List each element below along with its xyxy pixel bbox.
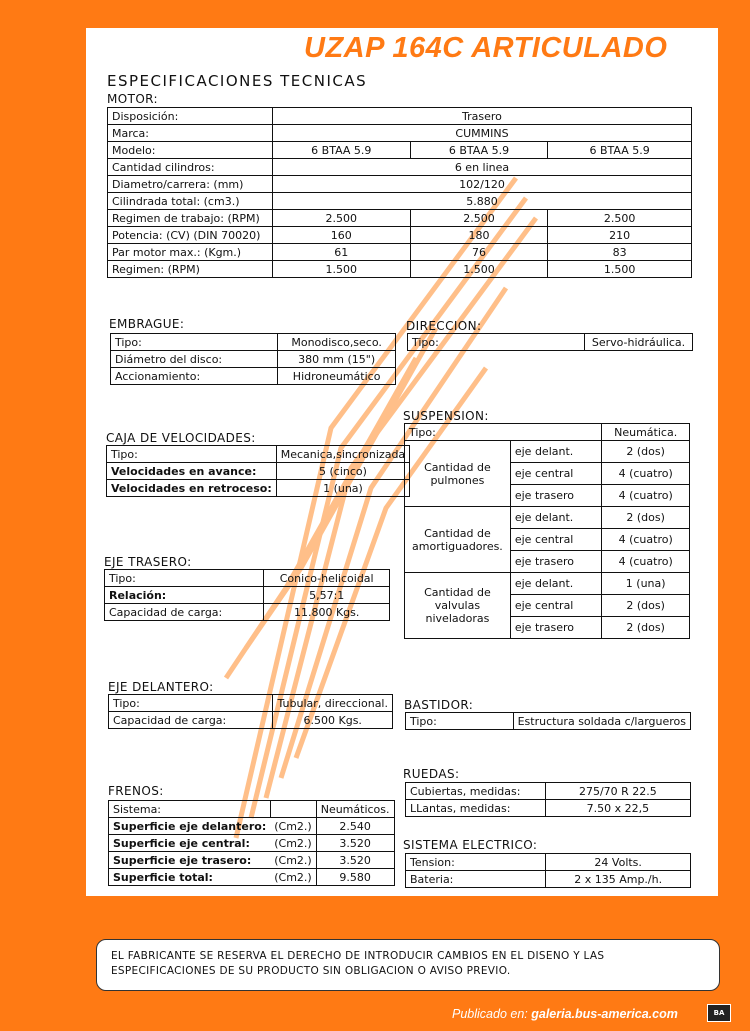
table-row xyxy=(406,854,691,871)
table-row xyxy=(405,573,690,595)
table-row xyxy=(108,261,692,278)
row-value: 83 xyxy=(548,244,692,261)
row-value: 2 (dos) xyxy=(602,595,690,617)
row-label: Tipo: xyxy=(111,334,278,351)
table-row xyxy=(111,334,396,351)
main-heading: ESPECIFICACIONES TECNICAS xyxy=(107,72,368,90)
row-value: 102/120 xyxy=(272,176,691,193)
table-row xyxy=(109,835,395,852)
row-value: Neumática. xyxy=(602,424,690,441)
row-label: Cubiertas, medidas: xyxy=(406,783,546,800)
row-label: Diámetro del disco: xyxy=(111,351,278,368)
row-value: CUMMINS xyxy=(272,125,691,142)
row-value: 2.500 xyxy=(410,210,548,227)
table-row xyxy=(105,587,390,604)
eje-delantero-table xyxy=(108,694,393,729)
row-value: 1.500 xyxy=(548,261,692,278)
row-label: Regimen: (RPM) xyxy=(108,261,273,278)
row-value: Tubular, direccional. xyxy=(273,695,393,712)
table-row xyxy=(108,244,692,261)
row-label: Tipo: xyxy=(406,713,514,730)
row-value: 160 xyxy=(272,227,410,244)
row-value: 2.540 xyxy=(316,818,394,835)
sistema-electrico-heading: SISTEMA ELECTRICO: xyxy=(403,838,538,852)
row-unit: (Cm2.) xyxy=(270,818,316,835)
row-label: Diametro/carrera: (mm) xyxy=(108,176,273,193)
table-row xyxy=(109,695,393,712)
axle-label: eje trasero xyxy=(510,551,601,573)
row-label: Regimen de trabajo: (RPM) xyxy=(108,210,273,227)
table-row xyxy=(108,176,692,193)
row-value: 4 (cuatro) xyxy=(602,551,690,573)
row-label: Capacidad de carga: xyxy=(105,604,264,621)
row-value: 1 (una) xyxy=(602,573,690,595)
suspension-heading: SUSPENSION: xyxy=(403,409,489,423)
table-row xyxy=(109,818,395,835)
table-row xyxy=(406,871,691,888)
table-row xyxy=(109,852,395,869)
table-row xyxy=(108,125,692,142)
motor-table xyxy=(107,107,692,278)
row-label: Tension: xyxy=(406,854,546,871)
row-label: LLantas, medidas: xyxy=(406,800,546,817)
row-value: 24 Volts. xyxy=(546,854,691,871)
motor-heading: MOTOR: xyxy=(107,92,158,106)
table-row xyxy=(406,713,691,730)
row-label: Superficie eje central: xyxy=(109,835,271,852)
table-row xyxy=(108,227,692,244)
row-value: 2 (dos) xyxy=(602,507,690,529)
row-label: Tipo: xyxy=(405,424,602,441)
axle-label: eje trasero xyxy=(510,485,601,507)
row-label: Capacidad de carga: xyxy=(109,712,273,729)
table-row xyxy=(108,108,692,125)
row-label: Par motor max.: (Kgm.) xyxy=(108,244,273,261)
row-label: Modelo: xyxy=(108,142,273,159)
table-row xyxy=(107,463,410,480)
row-value: Servo-hidráulica. xyxy=(585,334,693,351)
row-value: 6 BTAA 5.9 xyxy=(272,142,410,159)
row-label: Tipo: xyxy=(105,570,264,587)
table-row xyxy=(109,869,395,886)
axle-label: eje delant. xyxy=(510,573,601,595)
row-label: Superficie eje delantero: xyxy=(109,818,271,835)
row-value: 3.520 xyxy=(316,852,394,869)
row-label: Tipo: xyxy=(408,334,585,351)
group-label: Cantidad de pulmones xyxy=(405,441,511,507)
embrague-table xyxy=(110,333,396,385)
table-row xyxy=(111,351,396,368)
eje-trasero-heading: EJE TRASERO: xyxy=(104,555,192,569)
row-value: 1.500 xyxy=(410,261,548,278)
row-value: 1 (una) xyxy=(276,480,409,497)
bus-america-logo-icon: BA xyxy=(707,1004,731,1022)
row-value: 6 en linea xyxy=(272,159,691,176)
row-value: 2 (dos) xyxy=(602,441,690,463)
row-value: 380 mm (15") xyxy=(278,351,396,368)
table-row xyxy=(405,441,690,463)
axle-label: eje delant. xyxy=(510,441,601,463)
row-label: Disposición: xyxy=(108,108,273,125)
row-value: Hidroneumático xyxy=(278,368,396,385)
table-row xyxy=(108,210,692,227)
frenos-heading: FRENOS: xyxy=(108,784,164,798)
row-value: 6 BTAA 5.9 xyxy=(410,142,548,159)
row-value: 6.500 Kgs. xyxy=(273,712,393,729)
eje-trasero-table xyxy=(104,569,390,621)
row-value: 5,57:1 xyxy=(264,587,390,604)
row-value: 5 (cinco) xyxy=(276,463,409,480)
row-value: 7.50 x 22,5 xyxy=(545,800,690,817)
row-value: Mecanica,sincronizada xyxy=(276,446,409,463)
row-label: Tipo: xyxy=(109,695,273,712)
row-label: Sistema: xyxy=(109,801,271,818)
row-label: Superficie total: xyxy=(109,869,271,886)
bastidor-table xyxy=(405,712,691,730)
table-row xyxy=(405,424,690,441)
row-value: 9.580 xyxy=(316,869,394,886)
row-value: Estructura soldada c/largueros xyxy=(513,713,690,730)
row-value: 76 xyxy=(410,244,548,261)
axle-label: eje central xyxy=(510,529,601,551)
row-value: 5.880 xyxy=(272,193,691,210)
table-row xyxy=(408,334,693,351)
table-row xyxy=(107,446,410,463)
table-row xyxy=(405,507,690,529)
row-label: Tipo: xyxy=(107,446,277,463)
row-unit: (Cm2.) xyxy=(270,869,316,886)
row-value: 2 x 135 Amp./h. xyxy=(546,871,691,888)
row-label: Potencia: (CV) (DIN 70020) xyxy=(108,227,273,244)
row-value: 6 BTAA 5.9 xyxy=(548,142,692,159)
row-unit xyxy=(270,801,316,818)
row-value: 61 xyxy=(272,244,410,261)
row-label: Superficie eje trasero: xyxy=(109,852,271,869)
ruedas-table xyxy=(405,782,691,817)
row-unit: (Cm2.) xyxy=(270,835,316,852)
row-label: Accionamiento: xyxy=(111,368,278,385)
eje-delantero-heading: EJE DELANTERO: xyxy=(108,680,214,694)
table-row xyxy=(108,142,692,159)
bastidor-heading: BASTIDOR: xyxy=(404,698,474,712)
row-unit: (Cm2.) xyxy=(270,852,316,869)
table-row xyxy=(108,193,692,210)
table-row xyxy=(105,570,390,587)
row-value: 3.520 xyxy=(316,835,394,852)
frenos-table xyxy=(108,800,395,886)
table-row xyxy=(109,801,395,818)
row-label: Cantidad cilindros: xyxy=(108,159,273,176)
row-value: 180 xyxy=(410,227,548,244)
row-label: Relación: xyxy=(105,587,264,604)
suspension-table xyxy=(404,423,690,639)
axle-label: eje central xyxy=(510,463,601,485)
table-row xyxy=(406,783,691,800)
page-title: UZAP 164C ARTICULADO xyxy=(304,32,668,64)
row-value: 275/70 R 22.5 xyxy=(545,783,690,800)
row-value: 4 (cuatro) xyxy=(602,463,690,485)
row-value: 11.800 Kgs. xyxy=(264,604,390,621)
embrague-heading: EMBRAGUE: xyxy=(109,317,185,331)
row-value: 1.500 xyxy=(272,261,410,278)
row-value: 4 (cuatro) xyxy=(602,485,690,507)
row-value: Monodisco,seco. xyxy=(278,334,396,351)
row-label: Bateria: xyxy=(406,871,546,888)
footer-site-link[interactable]: galeria.bus-america.com xyxy=(531,1007,678,1021)
row-value: 2 (dos) xyxy=(602,617,690,639)
row-value: 4 (cuatro) xyxy=(602,529,690,551)
row-value: Neumáticos. xyxy=(316,801,394,818)
row-value: Trasero xyxy=(272,108,691,125)
caja-heading: CAJA DE VELOCIDADES: xyxy=(106,431,256,445)
sistema-electrico-table xyxy=(405,853,691,888)
row-value: Conico-helicoidal xyxy=(264,570,390,587)
row-label: Cilindrada total: (cm3.) xyxy=(108,193,273,210)
table-row xyxy=(107,480,410,497)
table-row xyxy=(109,712,393,729)
axle-label: eje trasero xyxy=(510,617,601,639)
row-label: Marca: xyxy=(108,125,273,142)
table-row xyxy=(406,800,691,817)
caja-table xyxy=(106,445,410,497)
row-value: 210 xyxy=(548,227,692,244)
axle-label: eje central xyxy=(510,595,601,617)
group-label: Cantidad de amortiguadores. xyxy=(405,507,511,573)
table-row xyxy=(111,368,396,385)
row-label: Velocidades en retroceso: xyxy=(107,480,277,497)
axle-label: eje delant. xyxy=(510,507,601,529)
row-value: 2.500 xyxy=(548,210,692,227)
ruedas-heading: RUEDAS: xyxy=(403,767,460,781)
disclaimer-notice: EL FABRICANTE SE RESERVA EL DERECHO DE INTRODUCIR CAMBIOS EN EL DISENO Y LAS ESPECIFICACIONES DE SU PRODUCTO SIN OBLIGACION O AVISO PREVIO. xyxy=(96,939,720,991)
direccion-table xyxy=(407,333,693,351)
row-value: 2.500 xyxy=(272,210,410,227)
footer-credit xyxy=(452,1007,678,1021)
group-label: Cantidad de valvulas niveladoras xyxy=(405,573,511,639)
row-label: Velocidades en avance: xyxy=(107,463,277,480)
table-row xyxy=(108,159,692,176)
footer-prefix: Publicado en: xyxy=(452,1007,528,1021)
direccion-heading: DIRECCION: xyxy=(406,319,482,333)
table-row xyxy=(105,604,390,621)
